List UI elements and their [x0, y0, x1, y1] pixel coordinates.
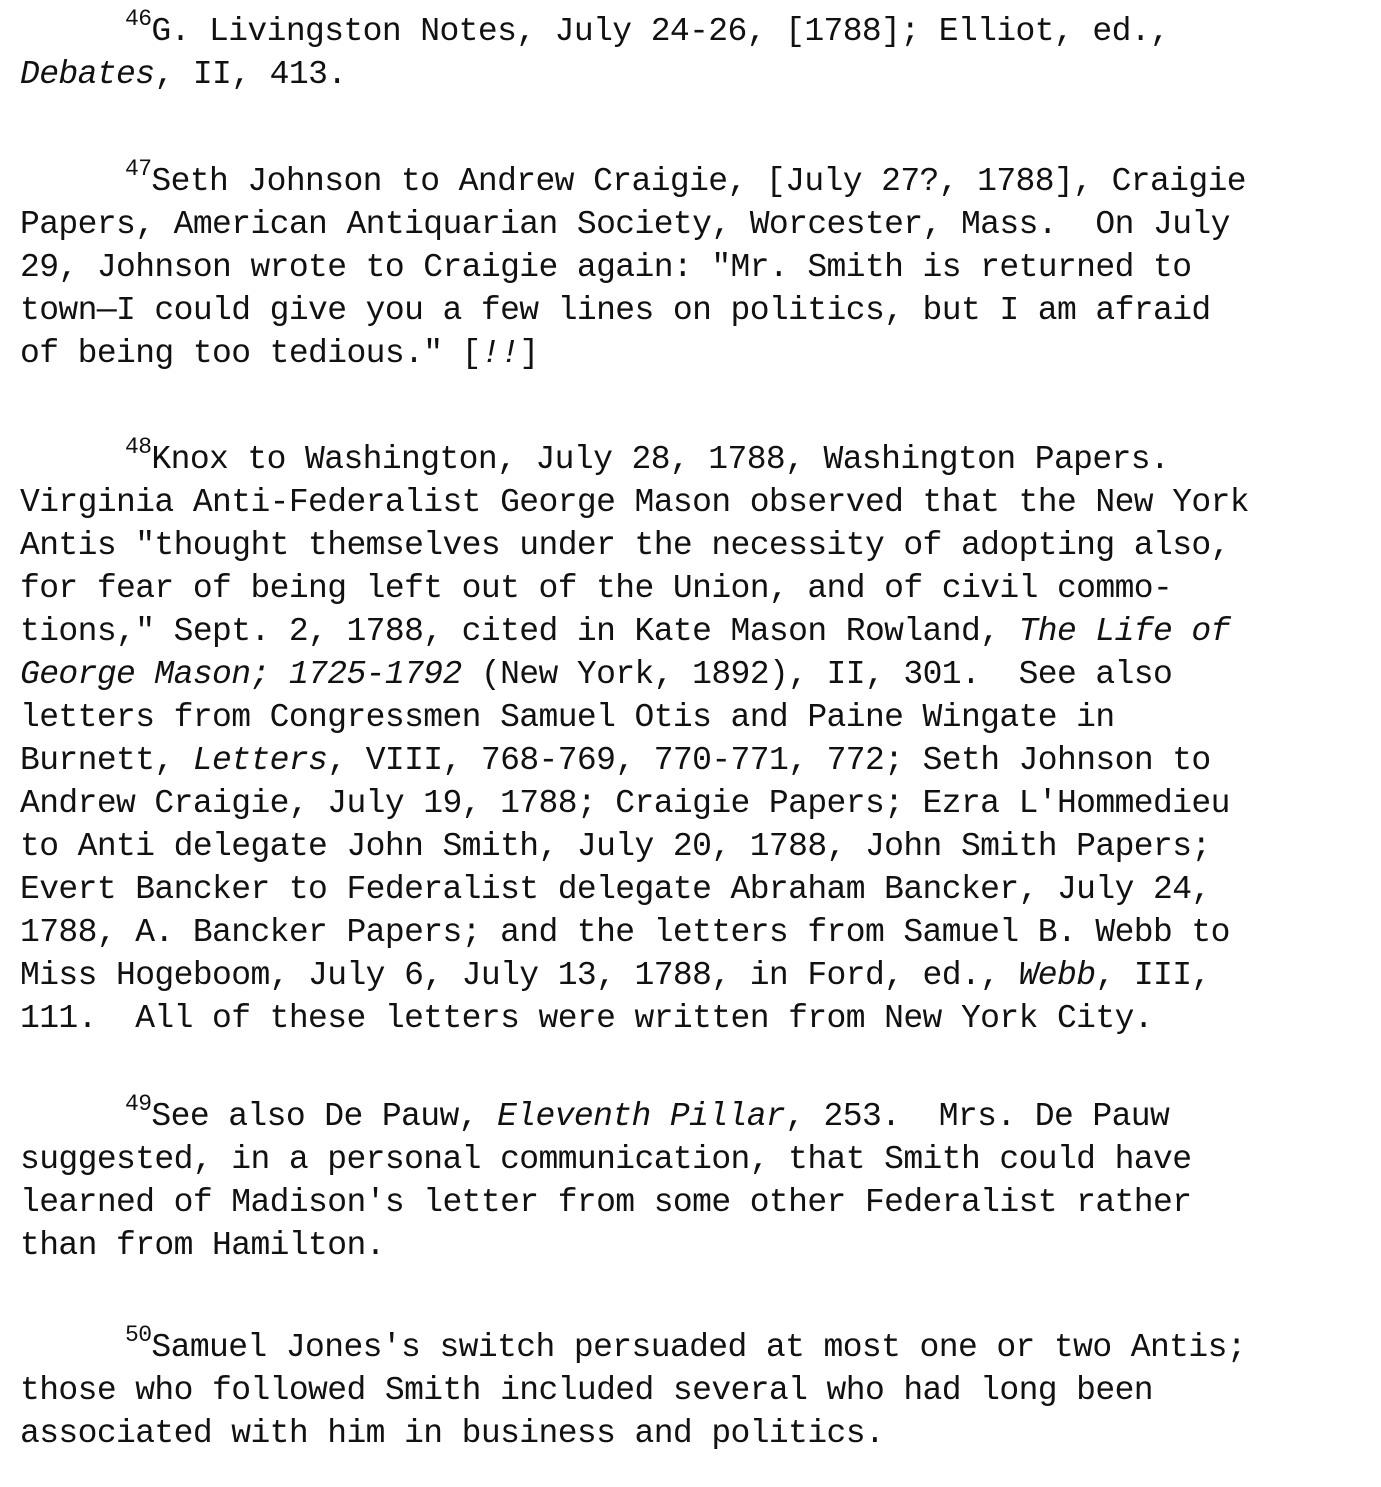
footnote-line: [20, 739, 1365, 782]
footnote-line: [20, 289, 1365, 332]
footnote-line: [20, 1369, 1365, 1412]
footnote-number: 49: [125, 1091, 152, 1117]
italic-title: !!: [480, 335, 520, 372]
footnote-text: , III,: [1095, 957, 1211, 994]
footnote-text: Burnett,: [20, 742, 193, 779]
italic-title: George Mason; 1725-1792: [20, 656, 462, 693]
footnote-number: 47: [125, 156, 152, 182]
footnote-text: of being too tedious." [: [20, 335, 481, 372]
footnote-line: [20, 332, 1365, 375]
footnote-line: [20, 653, 1365, 696]
italic-title: The Life of: [1018, 613, 1230, 650]
footnote-text: G. Livingston Notes, July 24-26, [1788]; Elliot, ed.,: [151, 13, 1170, 50]
footnote-text: Miss Hogeboom, July 6, July 13, 1788, in Ford, ed.,: [20, 957, 1019, 994]
footnote-number: 48: [125, 434, 152, 460]
footnote-text: 111. All of these letters were written from New York City.: [20, 1000, 1153, 1037]
footnote-text: town—I could give you a few lines on politics, but I am afraid: [20, 292, 1211, 329]
footnote-text: , II, 413.: [154, 56, 347, 93]
footnote-text: Seth Johnson to Andrew Craigie, [July 27?, 1788], Craigie: [151, 163, 1246, 200]
footnote-line: [20, 434, 1365, 481]
italic-title: Eleventh Pillar: [497, 1098, 786, 1135]
footnote-line: [20, 911, 1365, 954]
italic-title: Letters: [192, 742, 328, 779]
footnote-text: 29, Johnson wrote to Craigie again: "Mr. Smith is returned to: [20, 249, 1192, 286]
footnote-line: [20, 1181, 1365, 1224]
footnote-text: Virginia Anti-Federalist George Mason observed that the New York: [20, 484, 1250, 521]
footnote-text: for fear of being left out of the Union, and of civil commo-: [20, 570, 1173, 607]
footnote-line: [20, 1224, 1365, 1267]
footnote-line: [20, 610, 1365, 653]
footnote-text: those who followed Smith included several who had long been: [20, 1372, 1153, 1409]
footnote-text: tions," Sept. 2, 1788, cited in Kate Mason Rowland,: [20, 613, 1019, 650]
italic-title: Webb: [1018, 957, 1096, 994]
footnote-line: [20, 1091, 1365, 1138]
footnote-text: suggested, in a personal communication, that Smith could have: [20, 1141, 1192, 1178]
footnote-number: 50: [125, 1322, 152, 1348]
footnote-text: , 253. Mrs. De Pauw: [785, 1098, 1170, 1135]
footnote-text: Papers, American Antiquarian Society, Worcester, Mass. On July: [20, 206, 1230, 243]
footnote-line: [20, 156, 1365, 203]
footnote-line: [20, 6, 1365, 53]
footnote-text: ]: [519, 335, 539, 372]
footnote-line: [20, 246, 1365, 289]
footnote-text: associated with him in business and politics.: [20, 1415, 885, 1452]
footnote-50: [20, 1322, 1365, 1455]
footnote-46: [20, 6, 1365, 96]
footnote-line: [20, 53, 1365, 96]
footnote-text: , VIII, 768-769, 770-771, 772; Seth Johnson to: [327, 742, 1211, 779]
footnote-line: [20, 696, 1365, 739]
footnote-line: [20, 782, 1365, 825]
footnote-line: [20, 1138, 1365, 1181]
footnote-49: [20, 1091, 1365, 1267]
footnote-text: Antis "thought themselves under the necessity of adopting also,: [20, 527, 1230, 564]
footnote-line: [20, 825, 1365, 868]
footnote-text: Andrew Craigie, July 19, 1788; Craigie Papers; Ezra L'Hommedieu: [20, 785, 1230, 822]
footnote-text: Samuel Jones's switch persuaded at most one or two Antis;: [151, 1329, 1246, 1366]
footnote-47: [20, 156, 1365, 375]
footnote-text: Knox to Washington, July 28, 1788, Washington Papers.: [151, 441, 1170, 478]
footnote-line: [20, 868, 1365, 911]
footnote-line: [20, 1322, 1365, 1369]
footnote-text: Evert Bancker to Federalist delegate Abraham Bancker, July 24,: [20, 871, 1211, 908]
footnote-line: [20, 1412, 1365, 1455]
footnote-text: learned of Madison's letter from some other Federalist rather: [20, 1184, 1192, 1221]
footnote-text: (New York, 1892), II, 301. See also: [461, 656, 1173, 693]
footnote-line: [20, 203, 1365, 246]
footnote-line: [20, 997, 1365, 1040]
footnote-text: See also De Pauw,: [151, 1098, 498, 1135]
footnote-line: [20, 954, 1365, 997]
footnote-text: than from Hamilton.: [20, 1227, 385, 1264]
footnote-line: [20, 524, 1365, 567]
footnote-text: letters from Congressmen Samuel Otis and Paine Wingate in: [20, 699, 1115, 736]
italic-title: Debates: [20, 56, 155, 93]
footnote-text: to Anti delegate John Smith, July 20, 1788, John Smith Papers;: [20, 828, 1211, 865]
footnote-line: [20, 481, 1365, 524]
footnote-48: [20, 434, 1365, 1040]
footnote-number: 46: [125, 6, 152, 32]
footnote-line: [20, 567, 1365, 610]
footnote-text: 1788, A. Bancker Papers; and the letters from Samuel B. Webb to: [20, 914, 1230, 951]
